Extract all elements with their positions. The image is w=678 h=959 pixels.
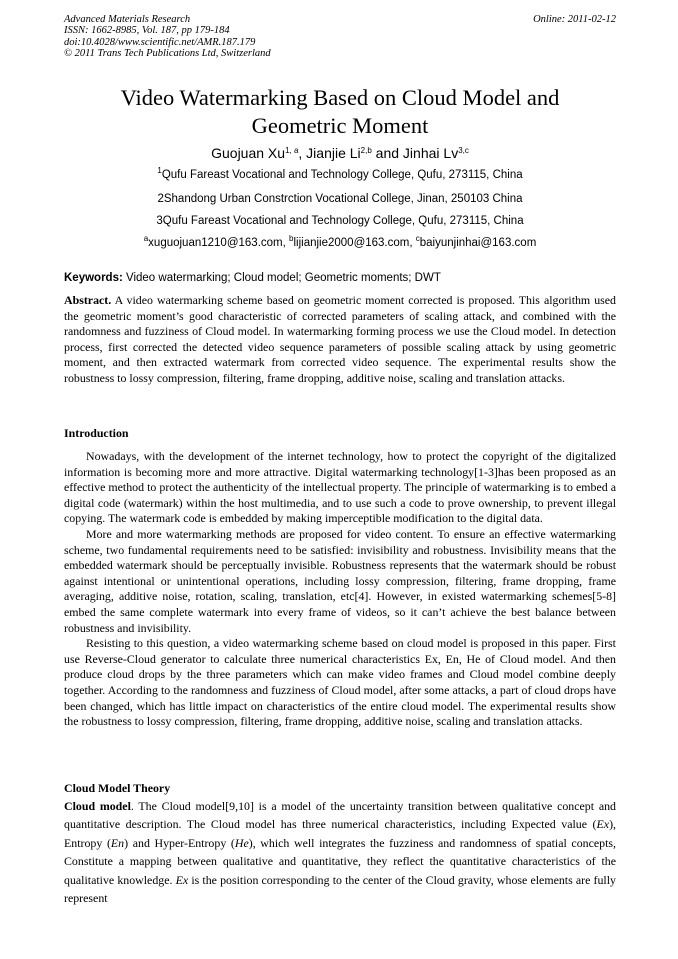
journal-name: Advanced Materials Research <box>64 14 191 25</box>
online-date: Online: 2011-02-12 <box>533 14 616 25</box>
keywords-text: Video watermarking; Cloud model; Geometric moments; DWT <box>122 272 441 284</box>
body-text: ), Entropy ( <box>64 817 616 850</box>
introduction-section <box>64 449 616 730</box>
affiliation-1 <box>64 168 616 182</box>
title-line-2: Geometric Moment <box>251 113 429 138</box>
keywords-label: Keywords: <box>64 272 123 284</box>
author-emails <box>64 236 616 250</box>
doi-line: doi:10.4028/www.scientific.net/AMR.187.179 <box>64 36 256 48</box>
introduction-paragraph-3: Resisting to this question, a video watermarking scheme based on cloud model is proposed in this paper. First use Reverse-Cloud generator to calculate three numerical characteristics Ex, En, He of Cloud model. And then produce cloud drops by the three parameters which can make video frames and Cloud model combine deeply together. According to the randomness and fuzziness of Cloud model, after some attacks, a part of cloud drops have been changed, which has little impact on characteristics of the entire cloud model. The experimental results show the robustness to lossy compression, filtering, frame dropping, additive noise, scaling and translation attacks. <box>64 636 616 729</box>
email-address: xuguojuan1210@163.com, <box>148 237 290 249</box>
author-name: Guojuan Xu <box>211 145 286 161</box>
italic-term: Ex <box>175 872 189 887</box>
email-superscript: c <box>415 234 420 243</box>
cloud-model-theory-heading: Cloud Model Theory <box>64 781 171 795</box>
email-superscript: a <box>143 234 149 243</box>
author-superscript: 3,c <box>458 146 469 155</box>
affiliation-3: 3Qufu Fareast Vocational and Technology College, Qufu, 273115, China <box>156 215 524 227</box>
issn-line: ISSN: 1662-8985, Vol. 187, pp 179-184 <box>64 25 230 37</box>
author-name: and Jinhai Lv <box>371 145 459 161</box>
abstract-label: Abstract. <box>64 293 112 307</box>
paper-title <box>64 84 616 140</box>
affiliation-text: Qufu Fareast Vocational and Technology College, Qufu, 273115, China <box>161 169 523 181</box>
cloud-model-paragraph <box>64 797 616 907</box>
introduction-paragraph-2: More and more watermarking methods are proposed for video content. To ensure an effective watermarking scheme, two fundamental requirements need to be satisfied: invisibility and robustness. Invisibility means that the embedded watermark should be perceptually invisible. Robustness represents that the watermark should be robust against intentional or unintentional operations, including lossy compression, filtering, frame dropping, frame averaging, additive noise, rotation, scaling, translation, etc[4]. However, in existed watermarking schemes[5-8] embed the same complete watermark into every frame of videos, so it can’t achieve the best balance between robustness and invisibility. <box>64 526 616 635</box>
italic-term: He <box>234 835 249 850</box>
title-line-1: Video Watermarking Based on Cloud Model and <box>120 85 560 110</box>
keywords-line <box>64 271 616 285</box>
italic-term: En <box>110 835 125 850</box>
copyright-line: © 2011 Trans Tech Publications Ltd, Switzerland <box>64 48 271 60</box>
cloud-model-label: Cloud model <box>64 799 131 813</box>
body-text: is the position corresponding to the center of the Cloud gravity, whose elements are fully represent <box>64 872 616 906</box>
body-text: . The Cloud model[9,10] is a model of the uncertainty transition between qualitative concept and quantitative description. The Cloud model has three numerical characteristics, including Expected value ( <box>64 799 616 832</box>
introduction-heading: Introduction <box>64 426 129 440</box>
affiliation-2: 2Shandong Urban Constrction Vocational College, Jinan, 250103 China <box>157 193 523 205</box>
author-superscript: 2,b <box>360 146 372 155</box>
email-address: lijianjie2000@163.com, <box>293 237 416 249</box>
author-list <box>64 145 616 162</box>
italic-term: Ex <box>596 817 610 832</box>
body-text: ), which well integrates the fuzziness and randomness of spatial concepts, Constitute a mapping between qualitative and quantitative, they reflect the quantitative characteristics of the qualitative knowledge. <box>64 835 616 887</box>
author-name: , Jianjie Li <box>298 145 361 161</box>
abstract <box>64 293 616 387</box>
publication-header <box>64 14 616 60</box>
introduction-paragraph-1: Nowadays, with the development of the internet technology, how to protect the copyright of the digitalized information is becoming more and more attractive. Digital watermarking technology[1-3]has been proposed as an effective method to protect the authenticity of the intellectual property. The principle of watermarking is to embed a digital code (watermark) within the host multimedia, and to use such a code to prove ownership, to prevent illegal copying. The watermark code is embedded by making imperceptible modification to the digital data. <box>64 449 616 526</box>
email-address: baiyunjinhai@163.com <box>419 237 537 249</box>
body-text: ) and Hyper-Entropy ( <box>124 835 235 850</box>
email-superscript: b <box>289 234 294 243</box>
author-superscript: 1, a <box>285 146 299 155</box>
abstract-text: A video watermarking scheme based on geometric moment corrected is proposed. This algorithm used the geometric moment’s good characteristic of corrected parameters of scaling attack, and combined with the randomness and fuzziness of Cloud model. In watermarking forming process we use the Cloud model. In detection process, first corrected the detected video sequence parameters of possible scaling attack by using geometric moment, and then extracted watermark from corrected video sequence. The experimental results show the robustness to lossy compression, filtering, frame dropping, additive noise, scaling and translation attacks. <box>64 293 616 385</box>
affiliation-superscript: 1 <box>157 166 162 175</box>
